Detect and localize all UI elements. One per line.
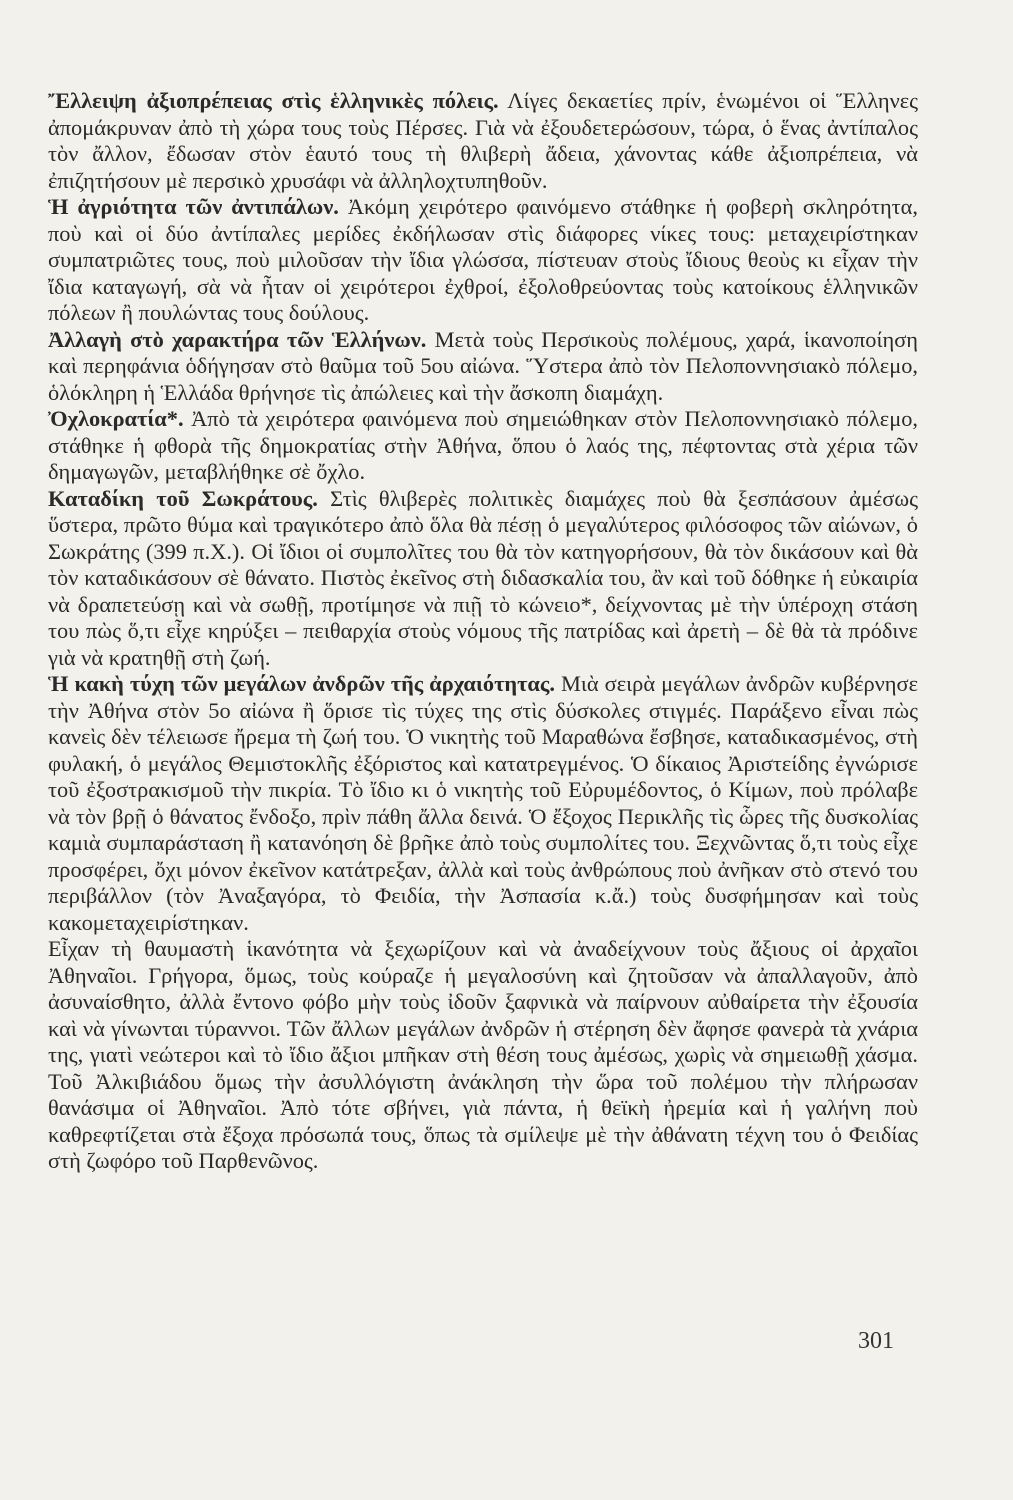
body-character-change: Μετὰ τοὺς Περσικοὺς πολέμους, χαρά, ἱκανοποίηση καὶ περηφάνια ὁδήγησαν στὸ θαῦμα τοῦ 5ου αἰώνα. Ὕστερα ἀπὸ τὸν Πελοποννησιακὸ πόλεμο, ὁλόκληρη ἡ Ἑλλάδα θρήνησε τὶς ἀπώλειες καὶ τὴν ἄσκοπη διαμάχη.: [48, 326, 918, 405]
paragraph-athenians: [48, 936, 918, 1175]
paragraph-ochlocracy: [48, 406, 918, 486]
paragraph-dignity: [48, 88, 918, 194]
body-dignity: Λίγες δεκαετίες πρίν, ἑνωμένοι οἱ Ἕλληνες ἀπομάκρυναν ἀπὸ τὴ χώρα τους τοὺς Πέρσες. Γιὰ νὰ ἐξουδετερώσουν, τώρα, ὁ ἕνας ἀντίπαλος τὸν ἄλλον, ἔδωσαν στὸν ἑαυτό τους τὴ θλιβερὴ ἄδεια, χάνοντας κάθε ἀξιοπρέπεια, νὰ ἐπιζητήσουν μὲ περσικὸ χρυσάφι νὰ ἀλληλοχτυπηθοῦν.: [48, 88, 918, 193]
heading-ochlocracy: Ὀχλοκρατία*.: [48, 406, 184, 431]
heading-character-change: Ἀλλαγὴ στὸ χαρακτήρα τῶν Ἑλλήνων.: [48, 326, 427, 352]
body-athenians: Εἶχαν τὴ θαυμαστὴ ἱκανότητα νὰ ξεχωρίζουν καὶ νὰ ἀναδείχνουν τοὺς ἄξιους οἱ ἀρχαῖοι Ἀθηναῖοι. Γρήγορα, ὅμως, τοὺς κούραζε ἡ μεγαλοσύνη καὶ ζητοῦσαν νὰ ἀπαλλαγοῦν, ἀπὸ ἀσυναίσθητο, ἀλλὰ ἔντονο φόβο μὴν τοὺς ἰδοῦν ξαφνικὰ νὰ παίρνουν αὐθαίρετα τὴν ἐξουσία καὶ νὰ γίνωνται τύραννοι. Τῶν ἄλλων μεγάλων ἀνδρῶν ἡ στέρηση δὲν ἄφησε φανερὰ τὰ χνάρια της, γιατὶ νεώτεροι καὶ τὸ ἴδιο ἄξιοι μπῆκαν στὴ θέση τους ἀμέσως, χωρὶς νὰ σημειωθῇ χάσμα. Τοῦ Ἀλκιβιάδου ὅμως τὴν ἀσυλλόγιστη ἀνάκληση τὴν ὥρα τοῦ πολέμου τὴν πλήρωσαν θανάσιμα οἱ Ἀθηναῖοι. Ἀπὸ τότε σβήνει, γιὰ πάντα, ἡ θεϊκὴ ἠρεμία καὶ ἡ γαλήνη ποὺ καθρεφτίζεται στὰ ἔξοχα πρόσωπά τους, ὅπως τὰ σμίλεψε μὲ τὴν ἀθάνατη τέχνη του ὁ Φειδίας στὴ ζωφόρο τοῦ Παρθενῶνος.: [48, 936, 918, 1173]
paragraph-socrates: [48, 486, 918, 672]
paragraph-character-change: [48, 327, 918, 407]
body-ochlocracy: Ἀπὸ τὰ χειρότερα φαινόμενα ποὺ σημειώθηκαν στὸν Πελοποννησιακὸ πόλεμο, στάθηκε ἡ φθορὰ τῆς δημοκρατίας στὴν Ἀθήνα, ὅπου ὁ λαός της, πέφτοντας στὰ χέρια τῶν δημαγωγῶν, μεταβλήθηκε σὲ ὄχλο.: [48, 406, 918, 484]
page-body-text: [48, 88, 918, 1175]
paragraph-great-men: [48, 671, 918, 936]
heading-socrates: Καταδίκη τοῦ Σωκράτους.: [48, 485, 318, 511]
heading-great-men: Ἡ κακὴ τύχη τῶν μεγάλων ἀνδρῶν τῆς ἀρχαιότητας.: [48, 671, 555, 696]
heading-brutality: Ἡ ἀγριότητα τῶν ἀντιπάλων.: [48, 194, 339, 219]
paragraph-brutality: [48, 194, 918, 327]
page-number: 301: [858, 1328, 894, 1354]
heading-dignity: Ἔλλειψη ἀξιοπρέπειας στὶς ἑλληνικὲς πόλεις.: [48, 88, 499, 113]
body-socrates: Στὶς θλιβερὲς πολιτικὲς διαμάχες ποὺ θὰ ξεσπάσουν ἀμέσως ὕστερα, πρῶτο θύμα καὶ τραγικότερο ἀπὸ ὅλα θὰ πέσῃ ὁ μεγαλύτερος φιλόσοφος τῶν αἰώνων, ὁ Σωκράτης (399 π.Χ.). Οἱ ἴδιοι οἱ συμπολῖτες του θὰ τὸν κατηγορήσουν, θὰ τὸν δικάσουν καὶ θὰ τὸν καταδικάσουν σὲ θάνατο. Πιστὸς ἐκεῖνος στὴ διδασκαλία του, ἂν καὶ τοῦ δόθηκε ἡ εὐκαιρία νὰ δραπετεύσῃ καὶ νὰ σωθῇ, προτίμησε νὰ πιῇ τὸ κώνειο*, δείχνοντας μὲ τὴν ὑπέροχη στάση του πὼς ὅ,τι εἶχε κηρύξει – πειθαρχία στοὺς νόμους τῆς πατρίδας καὶ ἀρετὴ – δὲ θὰ τὰ πρόδινε γιὰ νὰ κρατηθῇ στὴ ζωή.: [48, 485, 918, 670]
body-brutality: Ἀκόμη χειρότερο φαινόμενο στάθηκε ἡ φοβερὴ σκληρότητα, ποὺ καὶ οἱ δύο ἀντίπαλες μερίδες ἐκδήλωσαν στὶς διάφορες νίκες τους: μεταχειρίστηκαν συμπατριῶτες τους, ποὺ μιλοῦσαν τὴν ἴδια γλώσσα, πίστευαν στοὺς ἴδιους θεοὺς κι εἶχαν τὴν ἴδια καταγωγή, σὰ νὰ ἦταν οἱ χειρότεροι ἐχθροί, ἐξολοθρεύοντας τοὺς κατοίκους ἑλληνικῶν πόλεων ἢ πουλώντας τους δούλους.: [48, 194, 919, 325]
body-great-men: Μιὰ σειρὰ μεγάλων ἀνδρῶν κυβέρνησε τὴν Ἀθήνα στὸν 5ο αἰώνα ἢ ὅρισε τὶς τύχες της στὶς δύσκολες στιγμές. Παράξενο εἶναι πὼς κανεὶς δὲν τέλειωσε ἤρεμα τὴ ζωή του. Ὁ νικητὴς τοῦ Μαραθώνα ἔσβησε, καταδικασμένος, στὴ φυλακή, ὁ μεγάλος Θεμιστοκλῆς ἐξόριστος καὶ κατατρεγμένος. Ὁ δίκαιος Ἀριστείδης ἐγνώρισε τοῦ ἐξοστρακισμοῦ τὴν πικρία. Τὸ ἴδιο κι ὁ νικητὴς τοῦ Εὐρυμέδοντος, ὁ Κίμων, ποὺ πρόλαβε νὰ τὸν βρῇ ὁ θάνατος ἔνδοξο, πρὶν πάθη ἄλλα δεινά. Ὁ ἔξοχος Περικλῆς τὶς ὧρες τῆς δυσκολίας καμιὰ συμπαράσταση ἢ κατανόηση δὲ βρῆκε ἀπὸ τοὺς συμπολίτες του. Ξεχνῶντας ὅ,τι τοὺς εἶχε προσφέρει, ὄχι μόνον ἐκεῖνον κατάτρεξαν, ἀλλὰ καὶ τοὺς ἀνθρώπους ποὺ ἀνῆκαν στὸ στενό του περιβάλλον (τὸν Ἀναξαγόρα, τὸ Φειδία, τὴν Ἀσπασία κ.ἄ.) τοὺς δυσφήμησαν καὶ τοὺς κακομεταχειρίστηκαν.: [48, 671, 918, 935]
book-page: [48, 60, 918, 1460]
